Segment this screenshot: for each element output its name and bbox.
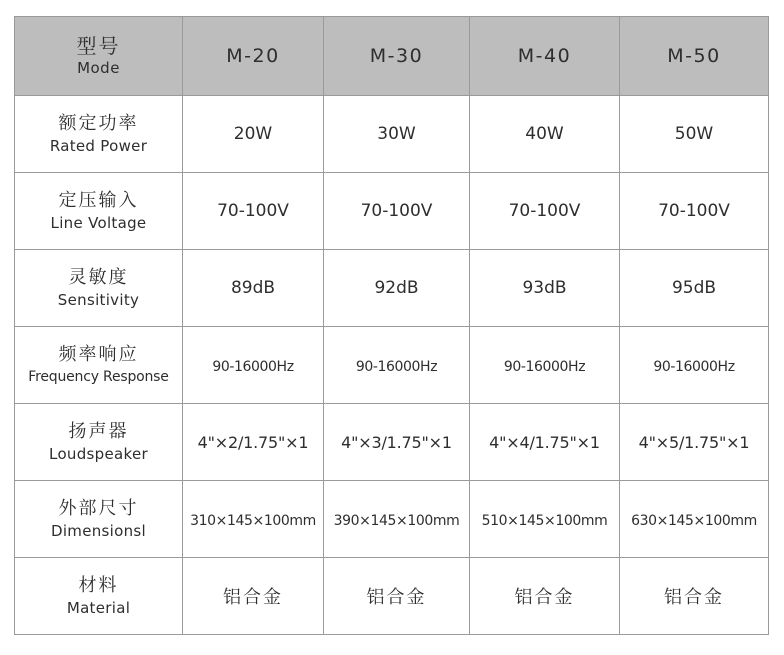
row-label-cell	[15, 173, 183, 250]
row-label-en: Material	[66, 599, 131, 617]
row-label-cell	[15, 558, 183, 635]
value-cell	[470, 558, 620, 635]
row-label-cn: 灵敏度	[68, 267, 129, 288]
value: 70-100V	[508, 201, 581, 221]
value-cell	[620, 558, 769, 635]
value-cell	[620, 173, 769, 250]
row-label-cn: 定压输入	[58, 190, 139, 211]
header-label-cn: 型号	[76, 34, 121, 58]
row-loudspeaker	[15, 404, 769, 481]
model-cell	[183, 17, 324, 96]
value-cell	[470, 481, 620, 558]
value-cell	[470, 96, 620, 173]
value: 20W	[233, 124, 273, 144]
value: 70-100V	[360, 201, 433, 221]
value: 4"×4/1.75"×1	[489, 432, 600, 452]
value: 510×145×100mm	[481, 512, 608, 529]
spec-table	[14, 16, 769, 635]
value: 4"×2/1.75"×1	[197, 432, 309, 452]
row-label-cell	[15, 404, 183, 481]
row-label-cell	[15, 327, 183, 404]
value: 50W	[674, 124, 714, 144]
model-name: M-40	[517, 45, 572, 67]
model-name: M-50	[667, 45, 721, 67]
model-name: M-20	[226, 45, 280, 67]
value-cell	[324, 327, 470, 404]
row-label-cn: 外部尺寸	[58, 498, 139, 519]
row-label-cn: 额定功率	[58, 113, 139, 134]
value: 铝合金	[366, 587, 427, 608]
row-label-en: Frequency Response	[28, 369, 169, 385]
value: 90-16000Hz	[355, 358, 438, 375]
value: 铝合金	[514, 587, 575, 608]
value: 310×145×100mm	[190, 512, 316, 529]
value: 390×145×100mm	[333, 512, 460, 529]
model-cell	[470, 17, 620, 96]
header-label-en: Mode	[77, 59, 120, 77]
value-cell	[620, 250, 769, 327]
value: 90-16000Hz	[503, 358, 586, 375]
value-cell	[183, 558, 324, 635]
row-frequency-response	[15, 327, 769, 404]
row-label-cn: 材料	[78, 575, 119, 596]
row-label-en: Dimensionsl	[50, 522, 146, 540]
value: 40W	[525, 124, 564, 144]
value: 30W	[377, 124, 416, 144]
value-cell	[324, 404, 470, 481]
value-cell	[183, 481, 324, 558]
value: 95dB	[671, 278, 717, 298]
value-cell	[183, 96, 324, 173]
row-line-voltage	[15, 173, 769, 250]
value: 70-100V	[658, 201, 730, 221]
value-cell	[620, 327, 769, 404]
value-cell	[470, 173, 620, 250]
model-cell	[324, 17, 470, 96]
value-cell	[183, 404, 324, 481]
value-cell	[470, 327, 620, 404]
value-cell	[183, 250, 324, 327]
value-cell	[470, 250, 620, 327]
row-label-en: Rated Power	[49, 137, 148, 155]
model-cell	[620, 17, 769, 96]
value-cell	[620, 404, 769, 481]
value: 90-16000Hz	[653, 358, 735, 375]
row-label-en: Line Voltage	[50, 214, 147, 232]
value: 90-16000Hz	[212, 358, 294, 375]
value: 89dB	[230, 278, 276, 298]
header-label-cell	[15, 17, 183, 96]
value-cell	[324, 96, 470, 173]
value: 铝合金	[223, 587, 283, 608]
value: 70-100V	[217, 201, 289, 221]
value: 4"×5/1.75"×1	[638, 432, 750, 452]
row-dimensions	[15, 481, 769, 558]
row-label-cell	[15, 481, 183, 558]
value-cell	[620, 481, 769, 558]
value: 4"×3/1.75"×1	[341, 432, 452, 452]
value-cell	[324, 481, 470, 558]
row-label-en: Sensitivity	[57, 291, 140, 309]
value-cell	[183, 173, 324, 250]
value-cell	[324, 173, 470, 250]
value: 92dB	[374, 278, 419, 298]
value-cell	[324, 250, 470, 327]
value: 93dB	[522, 278, 567, 298]
row-label-en: Loudspeaker	[49, 445, 148, 463]
value-cell	[324, 558, 470, 635]
row-material	[15, 558, 769, 635]
row-label-cn: 频率响应	[58, 344, 139, 365]
header-row	[15, 17, 769, 96]
value-cell	[183, 327, 324, 404]
row-label-cell	[15, 250, 183, 327]
row-label-cell	[15, 96, 183, 173]
value-cell	[470, 404, 620, 481]
row-rated-power	[15, 96, 769, 173]
value: 铝合金	[664, 587, 724, 608]
model-name: M-30	[369, 45, 424, 67]
row-label-cn: 扬声器	[68, 421, 129, 442]
value-cell	[620, 96, 769, 173]
row-sensitivity	[15, 250, 769, 327]
value: 630×145×100mm	[631, 512, 757, 529]
